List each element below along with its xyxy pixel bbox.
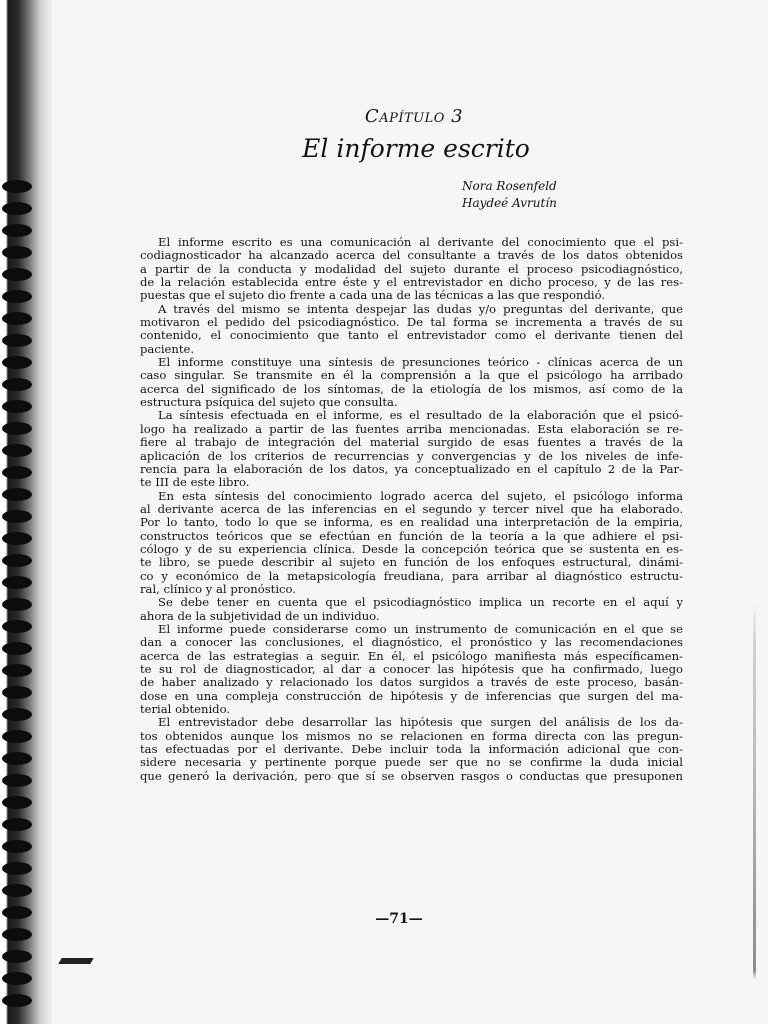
spiral-ring bbox=[2, 664, 32, 677]
page-number: —71— bbox=[375, 911, 423, 927]
spiral-ring bbox=[2, 840, 32, 853]
text-line: codiagnosticador ha alcanzado acerca del consultante a través de los datos obtenidos bbox=[140, 249, 683, 263]
text-line: ral, clínico y al pronóstico. bbox=[140, 582, 296, 596]
spiral-ring bbox=[2, 642, 32, 655]
text-line: El informe escrito es una comunicación al derivante del conocimiento que el psi- bbox=[158, 236, 683, 249]
author-name: Haydeé Avrutín bbox=[462, 196, 557, 210]
text-line: de haber analizado y relacionado los datos surgidos a través de este proceso, basán- bbox=[140, 676, 683, 690]
spiral-ring bbox=[2, 334, 32, 347]
spiral-ring bbox=[2, 972, 32, 985]
text-line: al derivante acerca de las inferencias en el segundo y tercer nivel que ha elaborado. bbox=[140, 502, 683, 516]
spiral-ring bbox=[2, 202, 32, 215]
spiral-ring bbox=[2, 950, 32, 963]
spiral-ring bbox=[2, 686, 32, 699]
text-line: te su rol de diagnosticador, al dar a conocer las hipótesis que ha confirmado, luego bbox=[140, 663, 683, 676]
spiral-ring bbox=[2, 400, 32, 413]
body-text bbox=[140, 236, 683, 783]
spiral-ring bbox=[2, 488, 32, 501]
spiral-ring bbox=[2, 576, 32, 589]
text-line: que generó la derivación, pero que sí se observen rasgos o conductas que presuponen bbox=[140, 769, 683, 783]
text-line: contenido, el conocimiento que tanto el entrevistador como el derivante tienen del bbox=[140, 329, 683, 343]
text-line: La síntesis efectuada en el informe, es el resultado de la elaboración que el psicó- bbox=[158, 409, 683, 423]
text-line: En esta síntesis del conocimiento logrado acerca del sujeto, el psicólogo informa bbox=[158, 489, 683, 503]
text-line: rencia para la elaboración de los datos, ya conceptualizado en el capítulo 2 de la Par- bbox=[140, 462, 683, 476]
text-line: paciente. bbox=[140, 342, 195, 356]
text-line: dan a conocer las conclusiones, el diagnóstico, el pronóstico y las recomendaciones bbox=[140, 636, 683, 650]
text-line: logo ha realizado a partir de las fuentes arriba mencionadas. Esta elaboración se re- bbox=[140, 422, 683, 436]
spiral-ring bbox=[2, 884, 32, 897]
text-line: constructos teóricos que se efectúan en función de la teoría a la que adhiere el psi- bbox=[140, 529, 683, 543]
spiral-ring bbox=[2, 224, 32, 237]
spiral-ring bbox=[2, 796, 32, 809]
spiral-ring bbox=[2, 290, 32, 303]
text-line: Por lo tanto, todo lo que se informa, es en realidad una interpretación de la empiria, bbox=[140, 516, 683, 530]
spiral-ring bbox=[2, 818, 32, 831]
text-line: puestas que el sujeto dio frente a cada una de las técnicas a las que respondió. bbox=[140, 289, 606, 303]
text-line: acerca de las estrategias a seguir. En él, el psicólogo manifiesta más específicamen- bbox=[140, 649, 683, 663]
text-line: tos obtenidos aunque los mismos no se relacionen en forma directa con las pregun- bbox=[140, 729, 683, 743]
text-line: dose en una compleja construcción de hipótesis y de inferencias que surgen del ma- bbox=[140, 689, 683, 703]
text-line: caso singular. Se transmite en él la comprensión a la que el psicólogo ha arribado bbox=[140, 369, 683, 383]
scan-corner-mark bbox=[58, 958, 93, 964]
text-line: tas efectuadas por el derivante. Debe incluir toda la información adicional que con- bbox=[140, 743, 683, 757]
text-line: acerca del significado de los síntomas, de la etiología de los mismos, así como de la bbox=[140, 382, 683, 396]
spiral-ring bbox=[2, 422, 32, 435]
spiral-ring bbox=[2, 378, 32, 391]
spiral-ring bbox=[2, 730, 32, 743]
text-line: a partir de la conducta y modalidad del sujeto durante el proceso psicodiagnóstico, bbox=[140, 262, 683, 276]
spiral-ring bbox=[2, 928, 32, 941]
text-line: estructura psíquica del sujeto que consulta. bbox=[140, 396, 398, 410]
text-line: El informe puede considerarse como un instrumento de comunicación en el que se bbox=[158, 622, 683, 636]
spiral-ring bbox=[2, 532, 32, 545]
text-line: cólogo y de su experiencia clínica. Desde la concepción teórica que se sustenta en es- bbox=[140, 542, 683, 556]
spiral-ring bbox=[2, 708, 32, 721]
spiral-ring bbox=[2, 774, 32, 787]
spiral-ring bbox=[2, 862, 32, 875]
spiral-ring bbox=[2, 620, 32, 633]
spiral-ring bbox=[2, 246, 32, 259]
spiral-ring bbox=[2, 268, 32, 281]
text-line: Se debe tener en cuenta que el psicodiagnóstico implica un recorte en el aquí y bbox=[158, 596, 683, 610]
text-line: sidere necesaria y pertinente porque puede ser que no se confirme la duda inicial bbox=[140, 756, 683, 770]
spiral-ring bbox=[2, 554, 32, 567]
spiral-ring bbox=[2, 180, 32, 193]
spiral-ring bbox=[2, 598, 32, 611]
authors-block bbox=[462, 178, 557, 212]
spiral-ring bbox=[2, 994, 32, 1007]
text-line: terial obtenido. bbox=[140, 703, 231, 717]
spiral-ring bbox=[2, 356, 32, 369]
author-name: Nora Rosenfeld bbox=[462, 179, 557, 193]
text-line: A través del mismo se intenta despejar las dudas y/o preguntas del derivante, que bbox=[158, 302, 683, 316]
text-line: aplicación de los criterios de recurrencias y convergencias y de los niveles de infe- bbox=[140, 449, 683, 463]
text-line: ahora de la subjetividad de un individuo. bbox=[140, 609, 380, 623]
text-line: de la relación establecida entre éste y el entrevistador en dicho proceso, y de las res- bbox=[140, 276, 683, 290]
spiral-ring bbox=[2, 466, 32, 479]
text-line: te III de este libro. bbox=[140, 476, 250, 490]
spiral-ring bbox=[2, 312, 32, 325]
chapter-label: Capítulo 3 bbox=[364, 106, 464, 127]
text-line: fiere al trabajo de integración del material surgido de esas fuentes a través de la bbox=[140, 436, 683, 450]
text-line: El informe constituye una síntesis de presunciones teórico - clínicas acerca de un bbox=[158, 356, 683, 370]
spiral-ring bbox=[2, 752, 32, 765]
text-line: motivaron el pedido del psicodiagnóstico. De tal forma se incrementa a través de su bbox=[140, 316, 683, 330]
text-line: te libro, se puede describir al sujeto en función de los enfoques estructural, dinámi- bbox=[140, 556, 683, 570]
text-line: co y económico de la metapsicología freudiana, para arribar al diagnóstico estructu- bbox=[140, 569, 683, 583]
spiral-ring bbox=[2, 510, 32, 523]
spiral-ring bbox=[2, 444, 32, 457]
chapter-title: El informe escrito bbox=[302, 134, 530, 163]
text-line: El entrevistador debe desarrollar las hipótesis que surgen del análisis de los da- bbox=[158, 716, 683, 730]
